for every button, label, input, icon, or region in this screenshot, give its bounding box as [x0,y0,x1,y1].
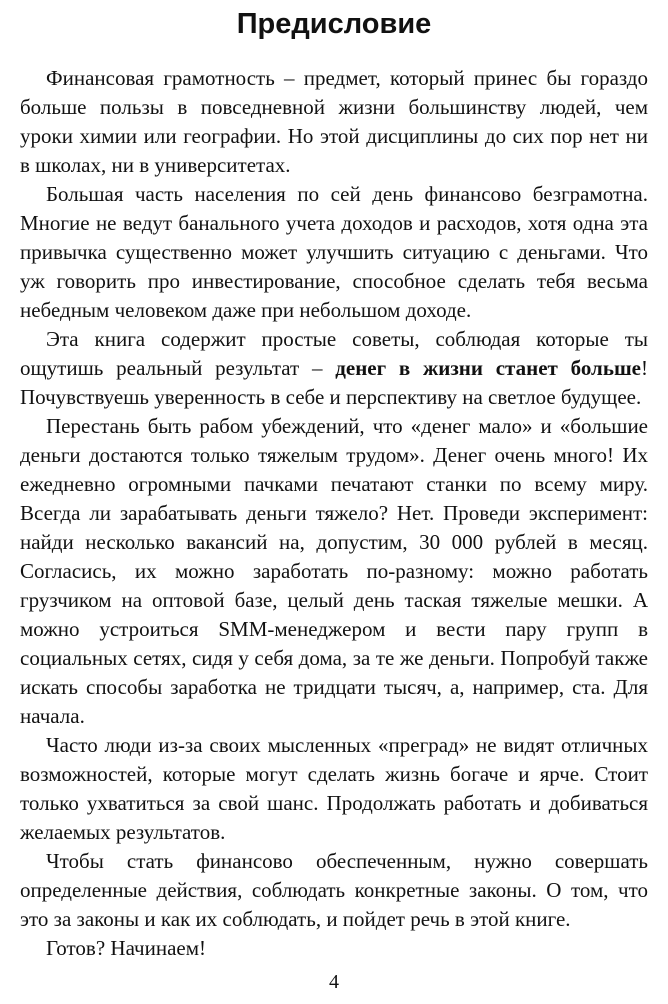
page-title: Предисловие [236,8,432,40]
paragraph-3-tail: ! Почувствуешь уверенность в себе и перспективу на светлое будущее. [20,356,648,409]
paragraph-2: Большая часть населения по сей день финансово безграмотна. Многие не ведут банального учета доходов и расходов, хотя одна эта привычка существенно может улучшить ситуацию с деньгами. Что уж говорить про инвестирование, способное сделать тебя весьма небедным человеком даже при небольшом доходе. [20,182,648,322]
paragraph-3-emphasis: денег в жизни станет больше [335,356,641,380]
paragraph-3-lead: Эта книга содержит простые советы, соблюдая которые ты ощутишь реальный результат – [20,327,648,380]
paragraph-5: Часто люди из-за своих мысленных «преград» не видят отличных возможностей, которые могут сделать жизнь богаче и ярче. Стоит только ухватиться за свой шанс. Продолжать работать и добиваться желаемых результатов. [20,733,648,844]
paragraph-6: Чтобы стать финансово обеспеченным, нужно совершать определенные действия, соблюдать конкретные законы. О том, что это за законы и как их соблюдать, и пойдет речь в этой книге. [20,849,648,931]
paragraph-3 [20,325,648,412]
paragraph-1: Финансовая грамотность – предмет, который принес бы гораздо больше пользы в повседневной жизни большинству людей, чем уроки химии или географии. Но этой дисциплины до сих пор нет ни в школах, ни в университетах. [20,66,648,177]
paragraph-4: Перестань быть рабом убеждений, что «денег мало» и «большие деньги достаются только тяжелым трудом». Денег очень много! Их ежедневно огромными пачками печатают станки по всему миру. Всегда ли зарабатывать деньги тяжело? Нет. Проведи эксперимент: найди несколько вакансий на, допустим, 30 000 рублей в месяц. Согласись, их можно заработать по-разному: можно работать грузчиком на оптовой базе, целый день таская тяжелые мешки. А можно устроиться SMM-менеджером и вести пару групп в социальных сетях, сидя у себя дома, за те же деньги. Попробуй также искать способы заработка не тридцати тысяч, а, например, ста. Для начала. [20,414,648,728]
paragraph-7: Готов? Начинаем! [46,936,207,960]
page-number: 4 [329,971,339,993]
body-text [20,64,648,963]
